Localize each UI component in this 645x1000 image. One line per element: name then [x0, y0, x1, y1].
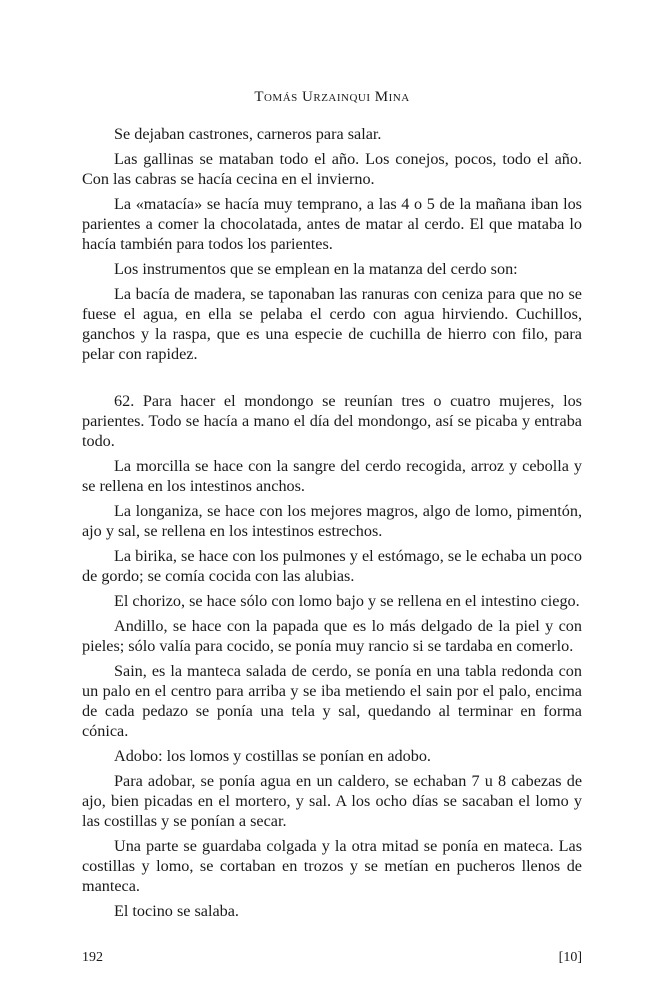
paragraph: Las gallinas se mataban todo el año. Los conejos, pocos, todo el año. Con las cabras se hacía cecina en el invierno.	[82, 150, 582, 188]
paragraph: La birika, se hace con los pulmones y el estómago, se le echaba un poco de gordo; se comía cocida con las alubias.	[82, 547, 582, 585]
paragraph: El chorizo, se hace sólo con lomo bajo y se rellena en el intestino ciego.	[114, 592, 580, 610]
paragraph: Una parte se guardaba colgada y la otra mitad se ponía en mateca. Las costillas y lomo, se cortaban en trozos y se metían en pucheros llenos de manteca.	[82, 837, 582, 895]
section-gap	[82, 369, 582, 391]
paragraph: La «matacía» se hacía muy temprano, a las 4 o 5 de la mañana iban los parientes a comer la chocolatada, antes de matar al cerdo. El que mataba lo hacía también para todos los parientes.	[82, 195, 582, 253]
section-reference: [10]	[558, 950, 582, 965]
paragraph: La longaniza, se hace con los mejores magros, algo de lomo, pimentón, ajo y sal, se rellena en los intestinos estrechos.	[82, 502, 582, 540]
paragraph: Adobo: los lomos y costillas se ponían en adobo.	[114, 747, 431, 765]
running-header: Tomás Urzainqui Mina	[254, 89, 410, 105]
paragraph: Andillo, se hace con la papada que es lo más delgado de la piel y con pieles; sólo valía para cocido, se ponía muy rancio si se tardaba en comerlo.	[82, 617, 582, 655]
page-number: 192	[82, 950, 103, 965]
paragraph: Para adobar, se ponía agua en un caldero, se echaban 7 u 8 cabezas de ajo, bien picadas en el mortero, y sal. A los ocho días se sacaban el lomo y las costillas y se ponían a secar.	[82, 772, 582, 830]
page-footer	[82, 948, 582, 968]
paragraph-section-62: 62. Para hacer el mondongo se reunían tres o cuatro mujeres, los parientes. Todo se hacía a mano el día del mondongo, así se picaba y entraba todo.	[82, 392, 582, 450]
paragraph: El tocino se salaba.	[114, 902, 239, 920]
paragraph: La morcilla se hace con la sangre del cerdo recogida, arroz y cebolla y se rellena en los intestinos anchos.	[82, 457, 582, 495]
page	[82, 0, 582, 968]
paragraph: Los instrumentos que se emplean en la matanza del cerdo son:	[114, 260, 518, 278]
paragraph: Se dejaban castrones, carneros para salar.	[114, 125, 382, 143]
paragraph: Sain, es la manteca salada de cerdo, se ponía en una tabla redonda con un palo en el centro para arriba y se iba metiendo el sain por el palo, encima de cada pedazo se ponía una tela y sal, quedando al terminar en forma cónica.	[82, 662, 582, 740]
paragraph: La bacía de madera, se taponaban las ranuras con ceniza para que no se fuese el agua, en ella se pelaba el cerdo con agua hirviendo. Cuchillos, ganchos y la raspa, que es una especie de cuchilla de hierro con filo, para pelar con rapidez.	[82, 285, 582, 363]
body-text	[82, 124, 582, 926]
